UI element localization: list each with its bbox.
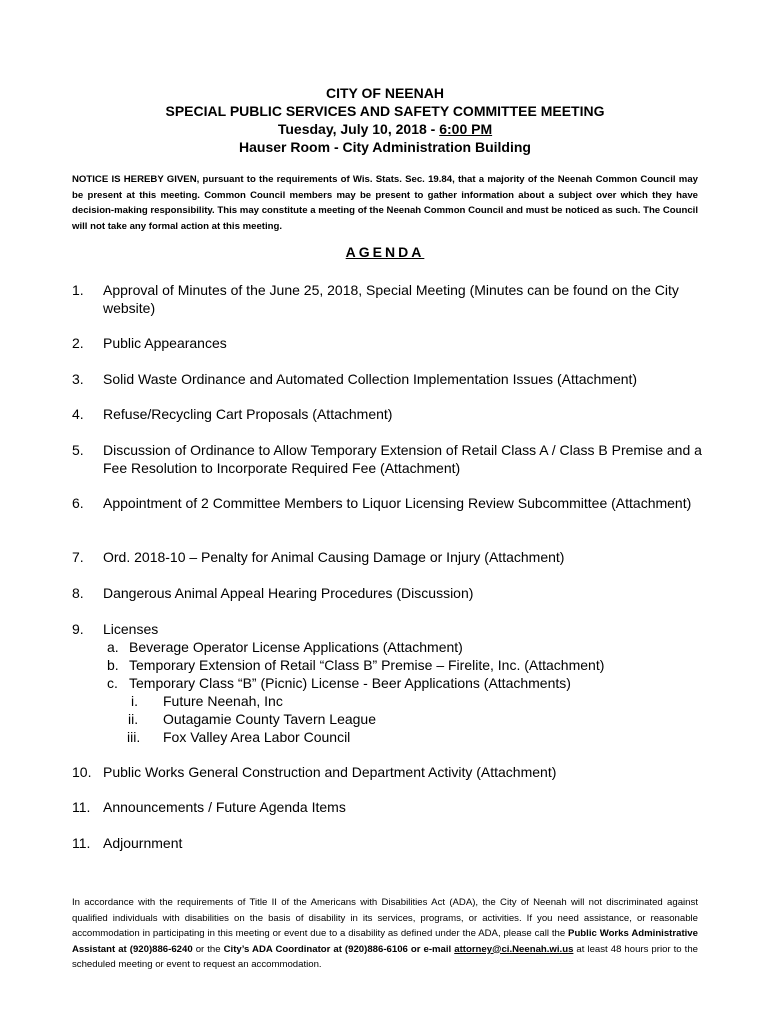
ada-notice-text: at least 48 hours prior to the scheduled meeting or event to request an accommodation. bbox=[72, 943, 698, 970]
picnic-subitem-numeral: iii. bbox=[127, 729, 141, 745]
agenda-item-text: Appointment of 2 Committee Members to Liquor Licensing Review Subcommittee (Attachment) bbox=[103, 495, 692, 511]
public-works-contact: Public Works Administrative Assistant at (920)886-6240 bbox=[72, 928, 698, 955]
agenda-item-text: Adjournment bbox=[103, 835, 183, 851]
agenda-item-number: 9. bbox=[72, 621, 84, 637]
meeting-title-heading: SPECIAL PUBLIC SERVICES AND SAFETY COMMITTEE MEETING bbox=[165, 103, 605, 119]
agenda-item-number: 5. bbox=[72, 442, 84, 458]
license-subitem-text: Temporary Class “B” (Picnic) License - Beer Applications (Attachments) bbox=[129, 675, 571, 691]
ada-accommodation-notice bbox=[72, 895, 698, 973]
agenda-item-number: 3. bbox=[72, 371, 84, 387]
license-subitem-text: Temporary Extension of Retail “Class B” Premise – Firelite, Inc. (Attachment) bbox=[129, 657, 605, 673]
picnic-subitem-numeral: i. bbox=[131, 693, 138, 709]
agenda-item-text: Refuse/Recycling Cart Proposals (Attachment) bbox=[103, 406, 393, 422]
meeting-notice: NOTICE IS HEREBY GIVEN, pursuant to the requirements of Wis. Stats. Sec. 19.84, that a majority of the Neenah Common Council may be present at this meeting. Common Council members may be present to gather information about a subject over which they have decision-making responsibility. This may constitute a meeting of the Neenah Common Council and must be noticed as such. The Council will not take any formal action at this meeting. bbox=[72, 174, 698, 232]
agenda-item-text: Announcements / Future Agenda Items bbox=[103, 799, 346, 815]
agenda-item-text: Ord. 2018-10 – Penalty for Animal Causing Damage or Injury (Attachment) bbox=[103, 549, 565, 565]
picnic-subitem-text: Fox Valley Area Labor Council bbox=[163, 729, 351, 745]
agenda-item-text: Public Works General Construction and Department Activity (Attachment) bbox=[103, 764, 557, 780]
agenda-item-number: 8. bbox=[72, 585, 84, 601]
meeting-date: Tuesday, July 10, 2018 - bbox=[277, 121, 440, 137]
agenda-item-text: Solid Waste Ordinance and Automated Collection Implementation Issues (Attachment) bbox=[103, 371, 638, 387]
ada-notice-text: In accordance with the requirements of Title II of the Americans with Disabilities Act (ADA), the City of Neenah will not discriminated against qualified individuals with disabilities on the basis of disability in its services, programs, or activities. If you need assistance, or reasonable accommodation in participating in this meeting or event due to a disability as defined under the ADA, please call the bbox=[72, 897, 698, 939]
meeting-time: 6:00 PM bbox=[439, 121, 493, 137]
agenda-item-text: Dangerous Animal Appeal Hearing Procedures (Discussion) bbox=[103, 585, 474, 601]
license-subitem-letter: c. bbox=[107, 675, 118, 691]
agenda-item-text: Approval of Minutes of the June 25, 2018, Special Meeting (Minutes can be found on the City website) bbox=[103, 282, 679, 316]
agenda-item-text: Licenses bbox=[103, 621, 159, 637]
email-link[interactable]: attorney@ci.Neenah.wi.us bbox=[454, 943, 574, 955]
license-subitem-text: Beverage Operator License Applications (Attachment) bbox=[129, 639, 463, 655]
agenda-item-number: 11. bbox=[72, 835, 91, 851]
agenda-item-number: 4. bbox=[72, 406, 84, 422]
meeting-date-heading bbox=[0, 120, 770, 138]
agenda-item-text: Discussion of Ordinance to Allow Temporary Extension of Retail Class A / Class B Premise and a Fee Resolution to Incorporate Required Fee (Attachment) bbox=[103, 442, 702, 476]
picnic-subitem-numeral: ii. bbox=[128, 711, 139, 727]
agenda-item-text: Public Appearances bbox=[103, 335, 227, 351]
license-subitem-letter: a. bbox=[107, 639, 119, 655]
ada-notice-text: or the bbox=[192, 943, 224, 955]
meeting-location-heading: Hauser Room - City Administration Building bbox=[239, 139, 531, 155]
picnic-subitem-text: Future Neenah, Inc bbox=[163, 693, 283, 709]
picnic-subitem-text: Outagamie County Tavern League bbox=[163, 711, 376, 727]
city-name-heading: CITY OF NEENAH bbox=[326, 85, 444, 101]
agenda-item-number: 2. bbox=[72, 335, 84, 351]
license-subitem-letter: b. bbox=[107, 657, 119, 673]
agenda-item-number: 7. bbox=[72, 549, 84, 565]
agenda-item-number: 1. bbox=[72, 282, 84, 298]
ada-coordinator-contact: City’s ADA Coordinator at (920)886-6106 or e-mail bbox=[223, 943, 455, 955]
agenda-item-number: 10. bbox=[72, 764, 92, 780]
agenda-title: AGENDA bbox=[345, 244, 425, 260]
agenda-item-number: 6. bbox=[72, 495, 84, 511]
agenda-item-number: 11. bbox=[72, 799, 91, 815]
